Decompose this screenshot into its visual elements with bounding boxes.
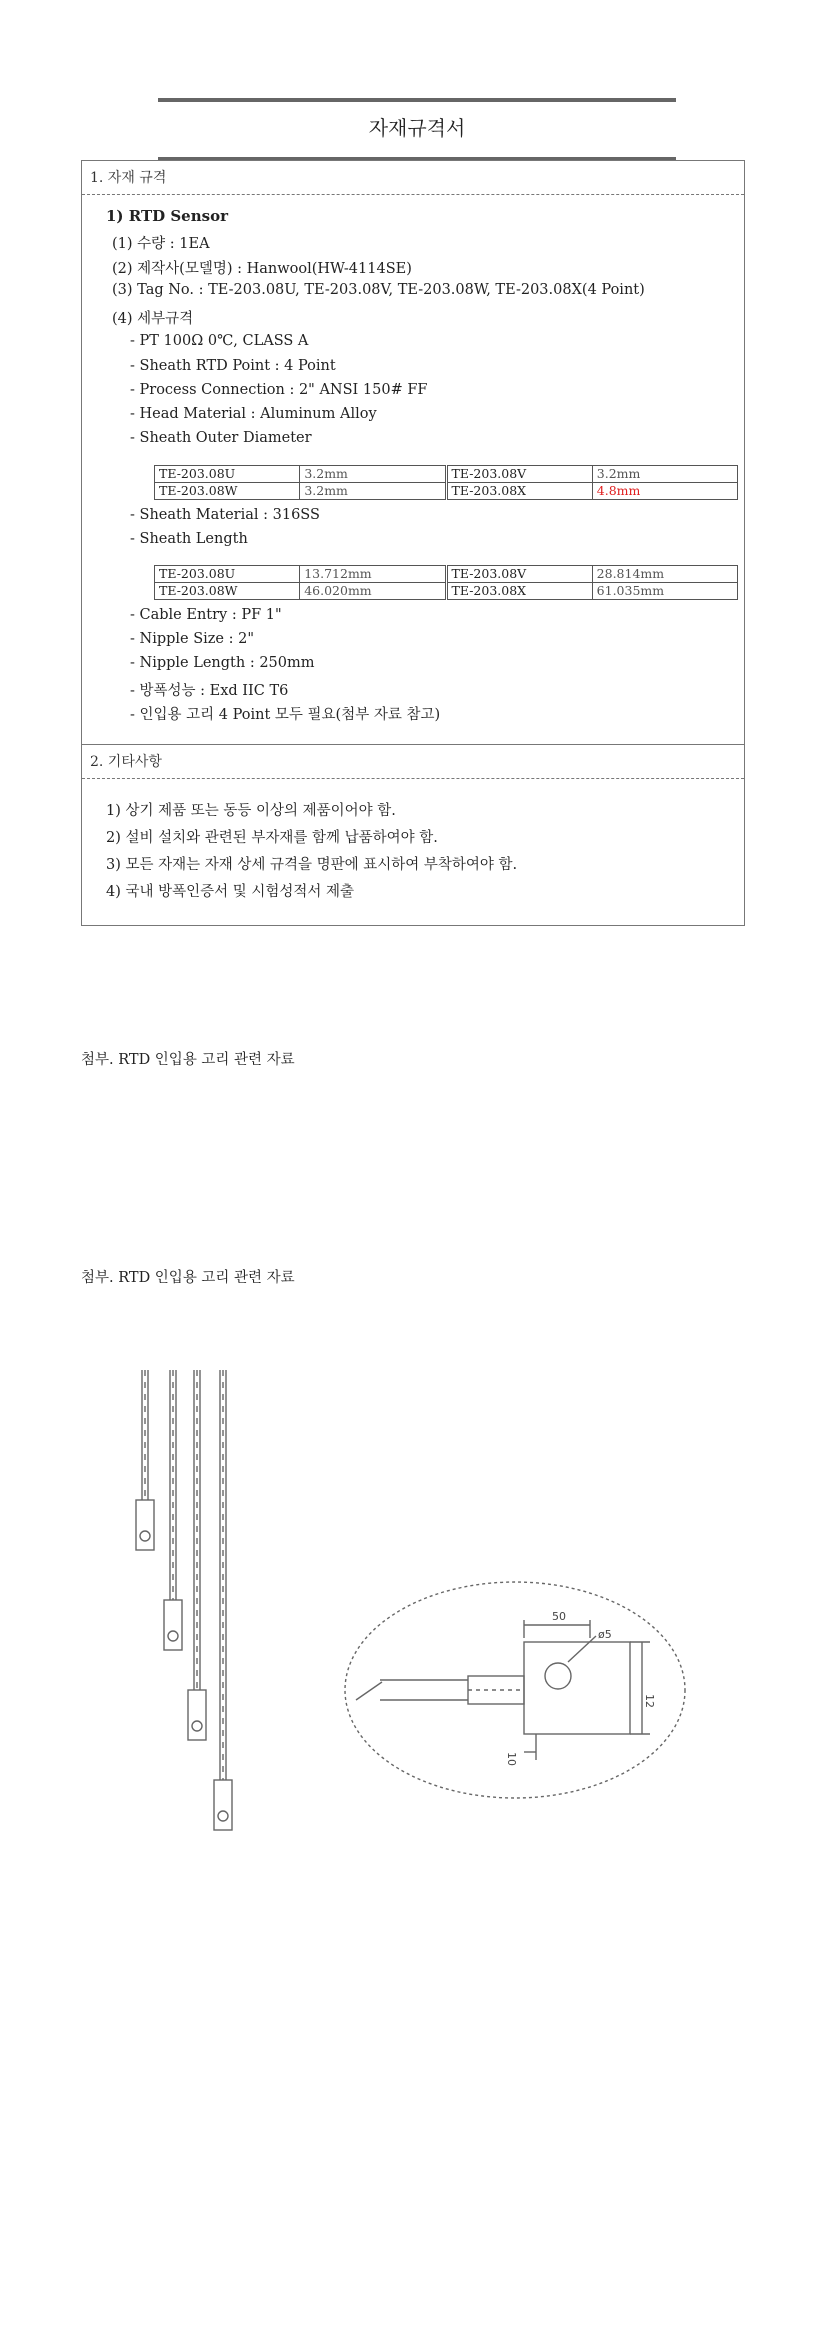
detail-line: - Nipple Size : 2" [130, 631, 255, 647]
detail-line: - 인입용 고리 4 Point 모두 필요(첨부 자료 참고) [130, 707, 441, 723]
diameter-table [154, 465, 738, 500]
spec-line: (1) 수량 : 1EA [112, 236, 210, 252]
table-cell: 46.020mm [300, 583, 446, 600]
note-line: 4) 국내 방폭인증서 및 시험성적서 제출 [106, 884, 355, 900]
detail-line: - PT 100Ω 0℃, CLASS A [130, 333, 309, 349]
detail-line: - Cable Entry : PF 1" [130, 607, 282, 623]
detail-line: - Sheath RTD Point : 4 Point [130, 358, 336, 374]
note-line: 2) 설비 설치와 관련된 부자재를 함께 납품하여야 함. [106, 830, 438, 846]
spec-line: (2) 제작사(모델명) : Hanwool(HW-4114SE) [112, 261, 412, 277]
spec-box [81, 160, 745, 926]
table-cell: TE-203.08W [155, 483, 300, 500]
table-cell: 61.035mm [592, 583, 737, 600]
spec-line: (3) Tag No. : TE-203.08U, TE-203.08V, TE-203.08W, TE-203.08X(4 Point) [112, 282, 645, 298]
table-cell: 3.2mm [300, 466, 446, 483]
probe-4 [214, 1370, 232, 1830]
title-block [158, 98, 676, 161]
table-cell: TE-203.08U [155, 466, 300, 483]
dim-edge-label: 10 [505, 1752, 518, 1766]
dim-height-label: 12 [643, 1694, 656, 1708]
table-cell: TE-203.08W [155, 583, 300, 600]
rtd-hook-figure [120, 1360, 710, 1860]
section2-heading: 2. 기타사항 [82, 745, 744, 779]
title-rule-top [158, 98, 676, 102]
section1-body [82, 195, 744, 745]
spec-line: (4) 세부규격 [112, 311, 194, 327]
section1-heading: 1. 자재 규격 [82, 161, 744, 195]
detail-line: - Head Material : Aluminum Alloy [130, 406, 377, 422]
dim-hole-label: ø5 [598, 1628, 612, 1641]
detail-line: - Process Connection : 2" ANSI 150# FF [130, 382, 428, 398]
table-cell: TE-203.08X [446, 583, 592, 600]
note-line: 3) 모든 자재는 자재 상세 규격을 명판에 표시하여 부착하여야 함. [106, 857, 518, 873]
attachment-caption: 첨부. RTD 인입용 고리 관련 자료 [81, 1270, 295, 1286]
length-table [154, 565, 738, 600]
rtd-hook-drawing [120, 1360, 710, 1860]
detail-line: - Sheath Material : 316SS [130, 507, 320, 523]
table-cell-highlight: 4.8mm [592, 483, 737, 500]
table-row [155, 566, 738, 583]
document-title: 자재규격서 [368, 116, 466, 140]
attachment-caption: 첨부. RTD 인입용 고리 관련 자료 [81, 1052, 295, 1068]
table-cell: 3.2mm [300, 483, 446, 500]
table-cell: TE-203.08V [446, 466, 592, 483]
table-cell: TE-203.08U [155, 566, 300, 583]
probe-1 [136, 1370, 154, 1550]
table-cell: TE-203.08V [446, 566, 592, 583]
detail-line: - Nipple Length : 250mm [130, 655, 315, 671]
detail-line: - 방폭성능 : Exd IIC T6 [130, 683, 289, 699]
table-row [155, 583, 738, 600]
detail-line: - Sheath Outer Diameter [130, 430, 312, 446]
dim-width-label: 50 [552, 1610, 566, 1623]
table-cell: TE-203.08X [446, 483, 592, 500]
table-cell: 13.712mm [300, 566, 446, 583]
table-cell: 3.2mm [592, 466, 737, 483]
table-row [155, 483, 738, 500]
note-line: 1) 상기 제품 또는 동등 이상의 제품이어야 함. [106, 803, 396, 819]
item-title: 1) RTD Sensor [106, 207, 228, 225]
probe-3 [188, 1370, 206, 1740]
detail-line: - Sheath Length [130, 531, 248, 547]
table-row [155, 466, 738, 483]
probe-2 [164, 1370, 182, 1650]
table-cell: 28.814mm [592, 566, 737, 583]
